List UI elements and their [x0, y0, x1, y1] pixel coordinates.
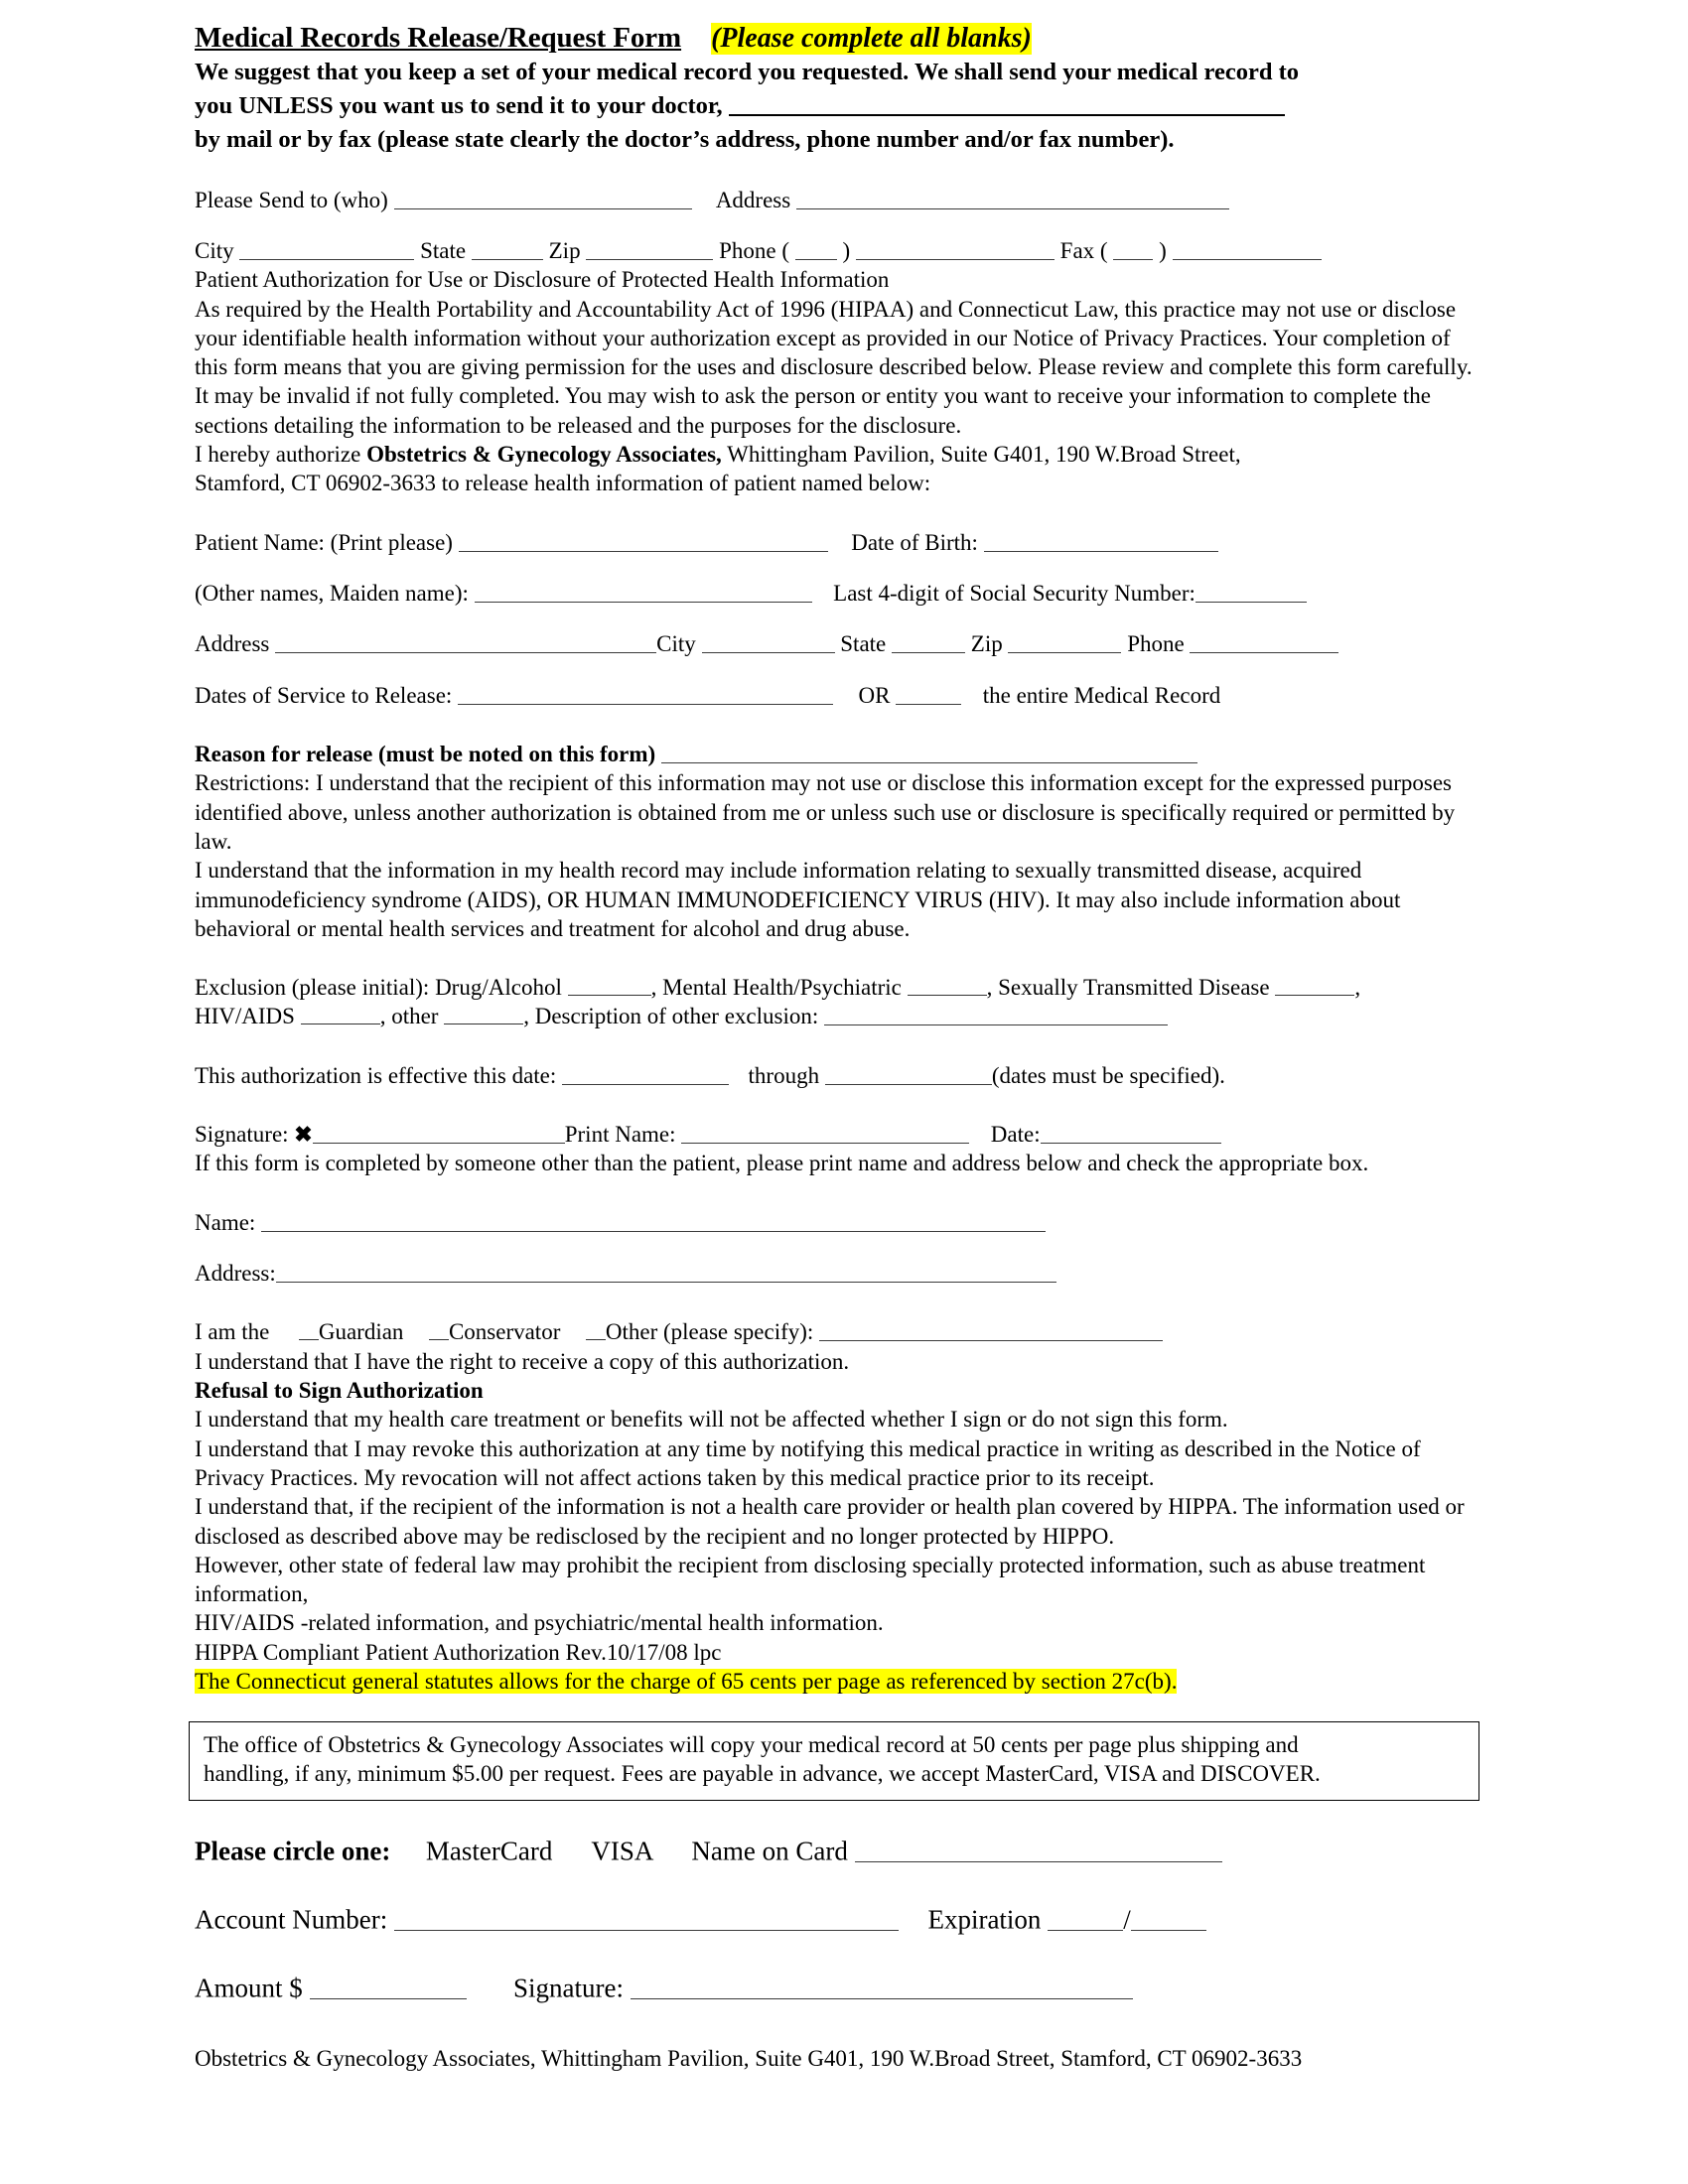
patient-state-input[interactable] — [892, 630, 965, 653]
patient-zip-label: Zip — [970, 631, 1003, 657]
refusal-line-5: HIV/AIDS -related information, and psychiatric/mental health information. — [195, 1610, 884, 1636]
exclusion-row-1 — [195, 973, 1476, 1002]
intro-line-2 — [195, 90, 1476, 122]
dates-of-service-label: Dates of Service to Release: — [195, 682, 453, 708]
signature-date-label: Date: — [990, 1122, 1041, 1148]
fee-notice-box — [189, 1721, 1479, 1801]
city-label: City — [195, 237, 234, 263]
exclusion-description-input[interactable] — [824, 1003, 1168, 1025]
send-to-row — [195, 186, 1476, 214]
visa-option[interactable]: VISA — [591, 1836, 652, 1866]
payment-card-row — [195, 1835, 1476, 1867]
authorization-heading: Patient Authorization for Use or Disclosure of Protected Health Information — [195, 267, 890, 293]
practice-name: Obstetrics & Gynecology Associates, — [366, 442, 722, 468]
exclusion-description-label: , Description of other exclusion: — [523, 1004, 819, 1029]
patient-state-label: State — [840, 631, 887, 657]
exclusion-prefix-label: Exclusion (please initial): Drug/Alcohol — [195, 975, 562, 1001]
send-to-input[interactable] — [394, 186, 692, 208]
reason-for-release-label: Reason for release (must be noted on this form) — [195, 741, 656, 766]
rep-address-input[interactable] — [276, 1260, 1056, 1283]
signature-date-input[interactable] — [1041, 1121, 1221, 1144]
conservator-checkbox[interactable] — [429, 1318, 449, 1340]
page-title: Medical Records Release/Request Form — [195, 22, 682, 54]
signature-row — [195, 1120, 1476, 1149]
restrictions-paragraph: Restrictions: I understand that the recipient of this information may not use or disclose this information except for the expressed purposes identified above, unless another authorization is obtained from me or unless such use or disclosure is specifically required or permitted by law. — [195, 770, 1456, 854]
other-names-input[interactable] — [475, 580, 812, 603]
effective-date-from-input[interactable] — [562, 1061, 729, 1084]
practice-address: Whittingham Pavilion, Suite G401, 190 W.Broad Street, — [721, 442, 1241, 468]
patient-phone-label: Phone — [1127, 631, 1185, 657]
expiration-year-input[interactable] — [1131, 1903, 1206, 1931]
doctor-info-blank[interactable] — [729, 91, 1285, 116]
footer-address: Obstetrics & Gynecology Associates, Whittingham Pavilion, Suite G401, 190 W.Broad Street, Stamford, CT 06902-3633 — [195, 2046, 1303, 2072]
refusal-line-1: I understand that my health care treatment or benefits will not be affected whether I sign or do not sign this form. — [195, 1407, 1228, 1433]
amount-input[interactable] — [310, 1972, 467, 1999]
exclusion-trailing-comma: , — [1354, 975, 1361, 1001]
fax-label: Fax ( — [1059, 237, 1108, 263]
exclusion-row-2 — [195, 1002, 1476, 1030]
entire-record-label: the entire Medical Record — [982, 682, 1221, 708]
send-to-address-input[interactable] — [796, 186, 1229, 208]
representative-role-row — [195, 1317, 1476, 1346]
patient-city-label: City — [656, 631, 696, 657]
signature-input[interactable] — [313, 1121, 565, 1144]
exclusion-drug-alcohol-initial[interactable] — [568, 974, 651, 996]
effective-date-label: This authorization is effective this date: — [195, 1062, 557, 1088]
guardian-checkbox[interactable] — [299, 1318, 319, 1340]
fax-label-close: ) — [1159, 237, 1167, 263]
exclusion-hiv-label: HIV/AIDS — [195, 1004, 295, 1029]
dates-of-service-input[interactable] — [458, 681, 833, 704]
reason-for-release-input[interactable] — [661, 741, 1197, 763]
dob-input[interactable] — [984, 528, 1218, 551]
rep-address-row — [195, 1259, 1476, 1288]
expiration-slash: / — [1123, 1904, 1131, 1935]
exclusion-std-initial[interactable] — [1275, 974, 1354, 996]
exclusion-other-initial[interactable] — [444, 1004, 523, 1025]
name-on-card-input[interactable] — [855, 1835, 1222, 1862]
rep-name-row — [195, 1208, 1476, 1237]
other-names-row — [195, 579, 1476, 608]
rep-name-label: Name: — [195, 1209, 256, 1235]
authorize-practice-line — [195, 440, 1476, 469]
understanding-paragraph: I understand that the information in my health record may include information relating to sexually transmitted disease, acquired immunodeficiency syndrome (AIDS), OR HUMAN IMMUNODEFICIENCY VIRUS (HIV). It may also include information about behavioral or mental health services and treatment for alcohol and drug abuse. — [195, 858, 1401, 941]
reason-for-release-row — [195, 740, 1476, 768]
patient-zip-input[interactable] — [1008, 630, 1121, 653]
name-on-card-label: Name on Card — [691, 1836, 848, 1866]
or-label: OR — [858, 682, 891, 708]
exclusion-hiv-initial[interactable] — [301, 1004, 380, 1025]
zip-input[interactable] — [586, 236, 713, 259]
account-number-label: Account Number: — [195, 1904, 388, 1935]
refusal-heading: Refusal to Sign Authorization — [195, 1377, 484, 1403]
account-number-row — [195, 1903, 1476, 1936]
exclusion-std-label: , Sexually Transmitted Disease — [986, 975, 1270, 1001]
ct-statute-text: The Connecticut general statutes allows for the charge of 65 cents per page as referenced by section 27c(b). — [195, 1669, 1178, 1695]
ssn-label: Last 4-digit of Social Security Number: — [833, 581, 1196, 607]
account-number-input[interactable] — [394, 1903, 899, 1931]
other-role-input[interactable] — [819, 1318, 1163, 1341]
payment-signature-label: Signature: — [513, 1973, 624, 2003]
phone-label: Phone ( — [719, 237, 789, 263]
phone-area-input[interactable] — [795, 236, 837, 259]
copy-right-line: I understand that I have the right to receive a copy of this authorization. — [195, 1348, 850, 1374]
form-header — [195, 22, 1476, 55]
patient-address-row — [195, 629, 1476, 658]
patient-name-input[interactable] — [459, 528, 828, 551]
intro-line-1: We suggest that you keep a set of your medical record you requested. We shall send your medical record to — [195, 59, 1299, 86]
print-name-label: Print Name: — [564, 1122, 676, 1148]
phone-label-close: ) — [842, 237, 851, 263]
patient-phone-input[interactable] — [1190, 630, 1338, 653]
rep-address-label: Address: — [195, 1261, 276, 1287]
patient-address-label: Address — [195, 631, 270, 657]
signature-note: If this form is completed by someone other than the patient, please print name and address below and check the appropriate box. — [195, 1151, 1369, 1176]
expiration-month-input[interactable] — [1048, 1903, 1123, 1931]
effective-dates-note: (dates must be specified). — [991, 1062, 1225, 1088]
effective-date-through-input[interactable] — [825, 1061, 992, 1084]
other-role-checkbox[interactable] — [586, 1318, 606, 1340]
fax-area-input[interactable] — [1113, 236, 1153, 259]
patient-address-input[interactable] — [275, 630, 656, 653]
patient-name-label: Patient Name: (Print please) — [195, 529, 453, 555]
amount-label: Amount $ — [195, 1973, 303, 2003]
zip-label: Zip — [548, 237, 581, 263]
state-input[interactable] — [472, 236, 543, 259]
refusal-line-6: HIPPA Compliant Patient Authorization Rev.10/17/08 lpc — [195, 1639, 722, 1665]
fee-notice-line-2: handling, if any, minimum $5.00 per request. Fees are payable in advance, we accept MasterCard, VISA and DISCOVER. — [204, 1761, 1321, 1787]
authorization-paragraph: As required by the Health Portability and Accountability Act of 1996 (HIPAA) and Connecticut Law, this practice may not use or disclose your identifiable health information without your authorization except as provided in our Notice of Privacy Practices. Your completion of this form means that you are giving permission for the uses and disclosure described below. Please review and complete this form carefully. It may be invalid if not fully completed. You may wish to ask the person or entity you want to receive your information to complete the sections detailing the information to be released and the purposes for the disclosure. — [195, 296, 1473, 438]
rep-name-input[interactable] — [261, 1208, 1046, 1231]
other-role-label: Other (please specify): — [605, 1319, 814, 1345]
refusal-line-4: However, other state of federal law may prohibit the recipient from disclosing specially protected information, such as abuse treatment information, — [195, 1552, 1426, 1607]
entire-record-checkbox[interactable] — [896, 681, 961, 704]
phone-input[interactable] — [856, 236, 1055, 259]
signature-x-icon: ✖ — [294, 1122, 313, 1148]
form-content — [195, 22, 1476, 2072]
intro-line-3: by mail or by fax (please state clearly the doctor’s address, phone number and/or fax number). — [195, 125, 1175, 153]
send-to-address-label: Address — [715, 187, 791, 212]
dates-of-service-row — [195, 681, 1476, 710]
state-label: State — [420, 237, 467, 263]
complete-all-blanks-note: (Please complete all blanks) — [711, 23, 1032, 54]
effective-through-label: through — [748, 1062, 820, 1088]
circle-one-label: Please circle one: — [195, 1836, 391, 1866]
ssn-input[interactable] — [1196, 580, 1307, 603]
expiration-label: Expiration — [927, 1904, 1042, 1935]
conservator-label: Conservator — [448, 1319, 561, 1345]
patient-name-row — [195, 528, 1476, 557]
exclusion-mental-initial[interactable] — [908, 974, 987, 996]
fee-notice-line-1: The office of Obstetrics & Gynecology Associates will copy your medical record at 50 cents per page plus shipping and — [204, 1732, 1299, 1758]
print-name-input[interactable] — [681, 1121, 969, 1144]
effective-dates-row — [195, 1061, 1476, 1090]
send-to-label: Please Send to (who) — [195, 187, 388, 212]
dob-label: Date of Birth: — [851, 529, 978, 555]
amount-row — [195, 1972, 1476, 2004]
send-to-city-row — [195, 236, 1476, 265]
i-am-the-label: I am the — [195, 1319, 270, 1345]
patient-city-input[interactable] — [702, 630, 835, 653]
refusal-line-2: I understand that I may revoke this authorization at any time by notifying this medical practice in writing as described in the Notice of Privacy Practices. My revocation will not affect actions taken by this medical practice prior to its receipt. — [195, 1435, 1421, 1490]
other-names-label: (Other names, Maiden name): — [195, 581, 469, 607]
exclusion-other-label: , other — [379, 1004, 439, 1029]
ct-statute-highlight — [195, 1667, 1476, 1696]
exclusion-mental-label: , Mental Health/Psychiatric — [650, 975, 902, 1001]
guardian-label: Guardian — [318, 1319, 404, 1345]
city-input[interactable] — [239, 236, 414, 259]
signature-label: Signature: — [195, 1122, 289, 1148]
payment-signature-input[interactable] — [631, 1972, 1133, 1999]
refusal-line-3: I understand that, if the recipient of the information is not a health care provider or health plan covered by HIPPA. The information used or disclosed as described above may be redisclosed by the recipient and no longer protected by HIPPO. — [195, 1494, 1465, 1549]
intro-line-2-text: you UNLESS you want us to send it to your doctor, — [195, 91, 723, 119]
authorize-practice-line-2: Stamford, CT 06902-3633 to release health information of patient named below: — [195, 471, 931, 496]
authorize-prefix: I hereby authorize — [195, 442, 367, 468]
fax-input[interactable] — [1173, 236, 1322, 259]
mastercard-option[interactable]: MasterCard — [425, 1836, 553, 1866]
